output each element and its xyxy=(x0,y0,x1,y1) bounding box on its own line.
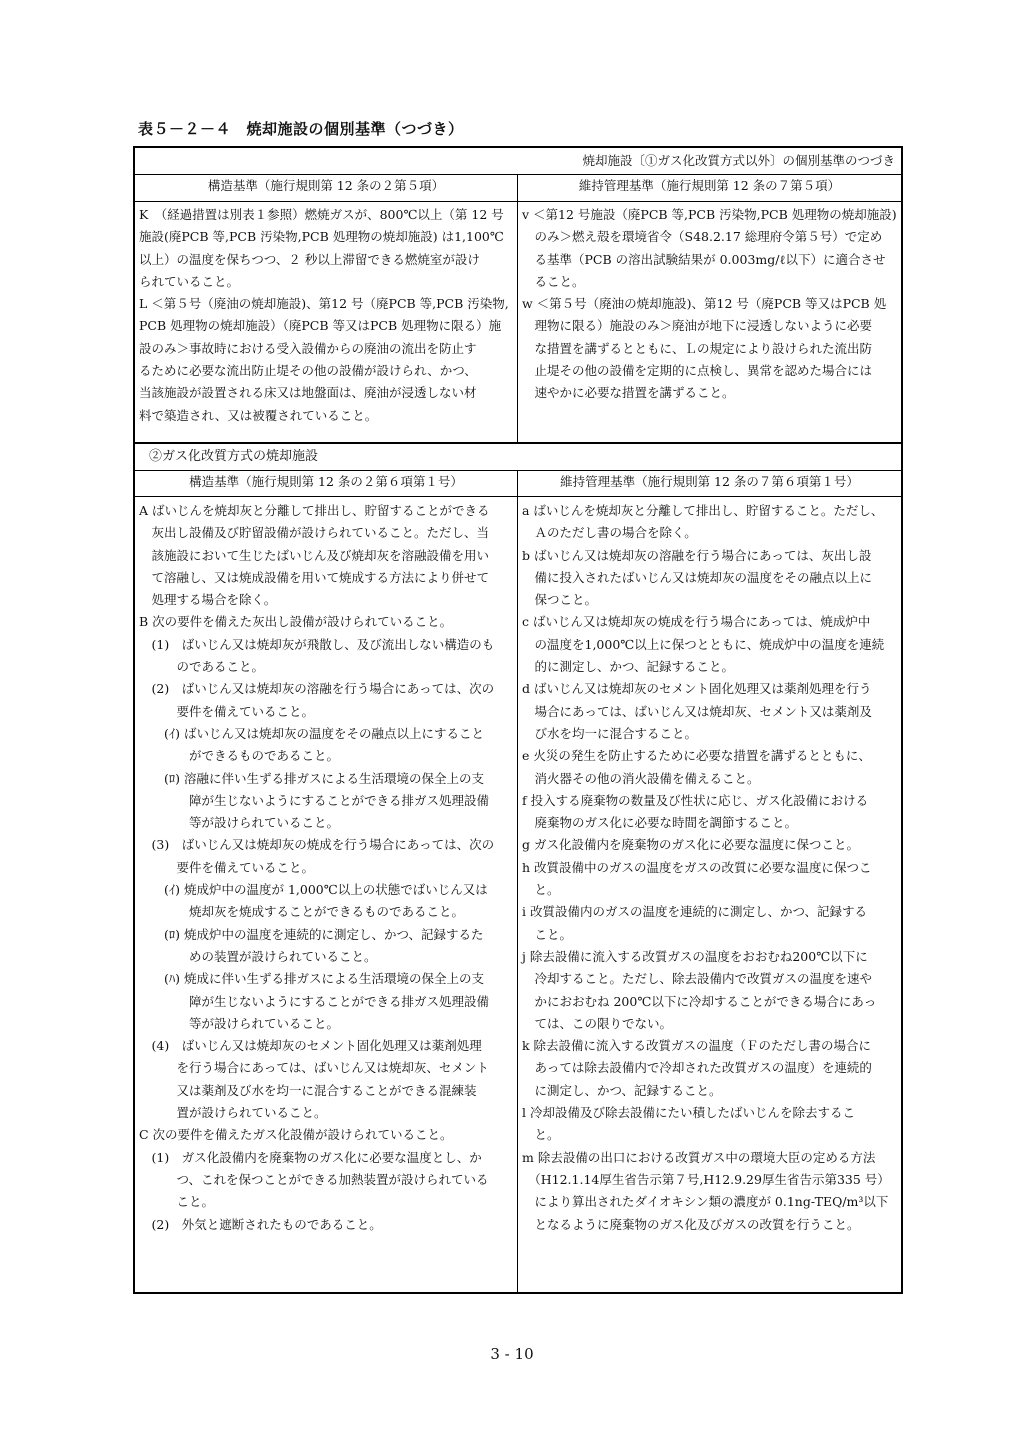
text-line: (ﾊ) 焼成に伴い生ずる排ガスによる生活環境の保全上の支 xyxy=(139,971,484,987)
text-line: となるように廃棄物のガス化及びガスの改質を行うこと。 xyxy=(522,1216,860,1232)
text-line: d ばいじん又は焼却灰のセメント固化処理又は薬剤処理を行う xyxy=(522,681,872,697)
text-line: b ばいじん又は焼却灰の溶融を行う場合にあっては、灰出し設 xyxy=(522,547,872,563)
text-line: 等が設けられていること。 xyxy=(139,815,340,831)
text-line: により算出されたダイオキシン類の濃度が 0.1ng-TEQ/m³以下 xyxy=(522,1194,889,1210)
text-line: w ＜第５号（廃油の焼却施設)、第12 号（廃PCB 等又はPCB 処 xyxy=(522,296,887,312)
text-line: (2) 外気と遮断されたものであること。 xyxy=(139,1216,382,1232)
text-line: (4) ばいじん又は焼却灰のセメント固化処理又は薬剤処理 xyxy=(139,1038,482,1054)
section1-maintenance-standards xyxy=(522,204,897,405)
text-line: (ｲ) 焼成炉中の温度が 1,000℃以上の状態でばいじん又は xyxy=(139,882,488,898)
text-line: l 冷却設備及び除去設備にたい積したばいじんを除去するこ xyxy=(522,1105,855,1121)
text-line: 場合にあっては、ばいじん又は焼却灰、セメント又は薬剤及 xyxy=(522,703,872,719)
text-line: のであること。 xyxy=(139,659,265,675)
text-line: 灰出し設備及び貯留設備が設けられていること。ただし、当 xyxy=(139,525,490,541)
text-line: な措置を講ずるとともに、Ｌの規定により設けられた流出防 xyxy=(522,340,873,356)
text-line: （H12.1.14厚生省告示第７号,H12.9.29厚生省告示第335 号） xyxy=(522,1171,890,1187)
text-line: (2) ばいじん又は焼却灰の溶融を行う場合にあっては、次の xyxy=(139,681,495,697)
text-line: (1) ガス化設備内を廃棄物のガス化に必要な温度とし、か xyxy=(139,1149,482,1165)
text-line: を行う場合にあっては、ばいじん又は焼却灰、セメント xyxy=(139,1060,489,1076)
text-line: と。 xyxy=(522,882,560,898)
text-line: 料で築造され、又は被覆されていること。 xyxy=(139,407,378,423)
text-line: f 投入する廃棄物の数量及び性状に応じ、ガス化設備における xyxy=(522,792,869,808)
section1-structure-standards xyxy=(139,204,509,427)
text-line: つ、これを保つことができる加熱装置が設けられている xyxy=(139,1171,489,1187)
text-line: 該施設において生じたばいじん及び焼却灰を溶融設備を用い xyxy=(139,547,490,563)
text-line: v ＜第12 号施設（廃PCB 等,PCB 汚染物,PCB 処理物の焼却施設) xyxy=(522,207,897,222)
text-line: 速やかに必要な措置を講ずること。 xyxy=(522,385,735,401)
text-line: 以上）の温度を保ちつつ、２ 秒以上滞留できる燃焼室が設け xyxy=(139,251,480,267)
text-line: こと。 xyxy=(139,1194,215,1210)
text-line: 理物に限る）施設のみ＞廃油が地下に浸透しないように必要 xyxy=(522,318,873,334)
text-line: び水を均一に混合すること。 xyxy=(522,725,698,741)
text-line: a ばいじんを焼却灰と分離して排出し、貯留すること。ただし、 xyxy=(522,503,884,518)
text-line: の温度を1,000℃以上に保つとともに、焼成炉中の温度を連続 xyxy=(522,636,885,652)
text-line: Ａのただし書の場合を除く。 xyxy=(522,525,697,541)
section1-title: 焼却施設〔①ガス化改質方式以外〕の個別基準のつづき xyxy=(582,153,895,168)
text-line: 置が設けられていること。 xyxy=(139,1105,327,1121)
text-line: (ﾛ) 焼成炉中の温度を連続的に測定し、かつ、記録するた xyxy=(139,926,484,942)
text-line: k 除去設備に流入する改質ガスの温度（Ｆのただし書の場合に xyxy=(522,1038,872,1054)
text-line: K （経過措置は別表１参照）燃焼ガスが、800℃以上（第 12 号 xyxy=(139,207,504,222)
text-line: 当該施設が設置される床又は地盤面は、廃油が浸透しない材 xyxy=(139,385,477,401)
text-line: 冷却すること。ただし、除去設備内で改質ガスの温度を速や xyxy=(522,971,873,987)
text-line: B 次の要件を備えた灰出し設備が設けられていること。 xyxy=(139,614,453,630)
section2-left-header: 構造基準（施行規則第 12 条の２第６項第１号） xyxy=(189,474,463,489)
text-line: (ｲ) ばいじん又は焼却灰の温度をその融点以上にすること xyxy=(139,725,484,741)
section1-right-header: 維持管理基準（施行規則第 12 条の７第５項） xyxy=(578,178,841,193)
text-line: のみ＞燃え殻を環境省令（S48.2.17 総理府令第５号）で定め xyxy=(522,229,883,245)
text-line: C 次の要件を備えたガス化設備が設けられていること。 xyxy=(139,1127,453,1143)
text-line: (3) ばいじん又は焼却灰の焼成を行う場合にあっては、次の xyxy=(139,837,495,853)
text-line: めの装置が設けられていること。 xyxy=(139,948,377,964)
text-line: られていること。 xyxy=(139,273,240,289)
text-line: 要件を備えていること。 xyxy=(139,703,315,719)
text-line: 的に測定し、かつ、記録すること。 xyxy=(522,659,735,675)
section2-title: ②ガス化改質方式の焼却施設 xyxy=(149,449,319,464)
section1-left-header: 構造基準（施行規則第 12 条の２第５項） xyxy=(207,178,445,193)
section2-right-header: 維持管理基準（施行規則第 12 条の７第６項第１号） xyxy=(560,474,859,489)
text-line: PCB 処理物の焼却施設）（廃PCB 等又はPCB 処理物に限る）施 xyxy=(139,318,502,334)
text-line: ては、この限りでない。 xyxy=(522,1015,673,1031)
text-line: ができるものであること。 xyxy=(139,748,340,764)
text-line: 障が生じないようにすることができる排ガス処理設備 xyxy=(139,993,490,1009)
text-line: 等が設けられていること。 xyxy=(139,1015,340,1031)
text-line: と。 xyxy=(522,1127,560,1143)
text-line: あっては除去設備内で冷却された改質ガスの温度）を連続的 xyxy=(522,1060,872,1076)
text-line: 又は薬剤及び水を均一に混合することができる混練装 xyxy=(139,1082,477,1098)
text-line: e 火災の発生を防止するために必要な措置を講ずるとともに、 xyxy=(522,748,871,764)
text-line: 施設(廃PCB 等,PCB 汚染物,PCB 処理物の焼却施設) は1,100℃ xyxy=(139,229,504,245)
text-line: 消火器その他の消火設備を備えること。 xyxy=(522,770,760,786)
text-line: L ＜第５号（廃油の焼却施設)、第12 号（廃PCB 等,PCB 汚染物, xyxy=(139,296,509,312)
text-line: m 除去設備の出口における改質ガス中の環境大臣の定める方法 xyxy=(522,1149,876,1165)
text-line: (ﾛ) 溶融に伴い生ずる排ガスによる生活環境の保全上の支 xyxy=(139,770,484,786)
document-title: 表５－２－４ 焼却施設の個別基準（つづき） xyxy=(138,120,464,138)
page-number: 3 - 10 xyxy=(490,1345,534,1363)
text-line: 廃棄物のガス化に必要な時間を調節すること。 xyxy=(522,815,798,831)
text-line: h 改質設備中のガスの温度をガスの改質に必要な温度に保つこ xyxy=(522,859,872,875)
text-line: 止堤その他の設備を定期的に点検し、異常を認めた場合には xyxy=(522,363,873,379)
text-line: るために必要な流出防止堤その他の設備が設けられ、かつ、 xyxy=(139,363,477,379)
text-line: かにおおむね 200℃以下に冷却することができる場合にあっ xyxy=(522,993,877,1009)
text-line: (1) ばいじん又は焼却灰が飛散し、及び流出しない構造のも xyxy=(139,636,495,652)
text-line: る基準（PCB の溶出試験結果が 0.003mg/ℓ以下）に適合させ xyxy=(522,251,886,267)
text-line: 設のみ＞事故時における受入設備からの廃油の流出を防止す xyxy=(139,340,477,356)
standards-table xyxy=(133,146,903,1294)
text-line: c ばいじん又は焼却灰の焼成を行う場合にあっては、焼成炉中 xyxy=(522,614,871,630)
text-line: 要件を備えていること。 xyxy=(139,859,315,875)
text-line: i 改質設備内のガスの温度を連続的に測定し、かつ、記録する xyxy=(522,904,867,920)
text-line: 保つこと。 xyxy=(522,592,598,608)
text-line: に測定し、かつ、記録すること。 xyxy=(522,1082,722,1098)
text-line: こと。 xyxy=(522,926,573,942)
text-line: 処理する場合を除く。 xyxy=(139,592,277,608)
text-line: 障が生じないようにすることができる排ガス処理設備 xyxy=(139,792,490,808)
text-line: j 除去設備に流入する改質ガスの温度をおおむね200℃以下に xyxy=(522,948,868,964)
text-line: て溶融し、又は焼成設備を用いて焼成する方法により併せて xyxy=(139,569,490,585)
section2-maintenance-standards xyxy=(522,500,890,1236)
text-line: 備に投入されたばいじん又は焼却灰の温度をその融点以上に xyxy=(522,569,873,585)
text-line: g ガス化設備内を廃棄物のガス化に必要な温度に保つこと。 xyxy=(522,837,859,853)
section2-structure-standards xyxy=(139,500,494,1236)
text-line: 焼却灰を焼成することができるものであること。 xyxy=(139,904,465,920)
text-line: ること。 xyxy=(522,273,585,289)
text-line: A ばいじんを焼却灰と分離して排出し、貯留することができる xyxy=(139,503,490,518)
